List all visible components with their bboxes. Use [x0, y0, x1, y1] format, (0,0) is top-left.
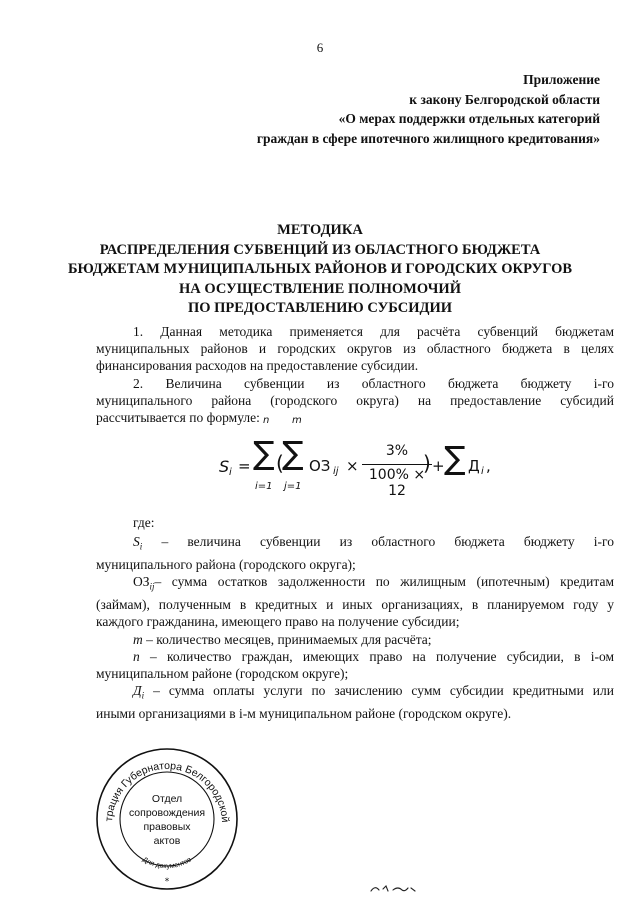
clause-line: муниципального района (городского округа) на предоставление субсидий: [96, 393, 614, 409]
page-number: 6: [316, 40, 324, 55]
m-symbol: m: [133, 631, 143, 647]
s-sub: i: [139, 541, 143, 552]
appendix-line: к закону Белгородской области: [409, 91, 600, 107]
inner-sum-symbol: ∑: [282, 434, 304, 472]
legend-line: [96, 631, 614, 648]
formula-d-var: Д: [468, 457, 480, 475]
s-symbol: S: [133, 534, 140, 550]
official-stamp: [92, 744, 242, 894]
legend-line: [96, 533, 614, 556]
legend-line: [96, 682, 614, 705]
inner-sum-lower: j=1: [284, 481, 302, 492]
outer-sum-lower: i=1: [255, 481, 273, 492]
oz-symbol: ОЗ: [133, 574, 150, 590]
formula-d-sub: i: [481, 466, 484, 477]
appendix-header: [257, 70, 600, 148]
legend-line: [96, 648, 614, 665]
title-line: МЕТОДИКА: [277, 222, 363, 238]
stamp-line: актов: [153, 835, 181, 847]
formula-plus: +: [432, 457, 445, 475]
initials-graphic: [369, 880, 419, 896]
clause-line: муниципальных районов и городских округов из областного бюджета в целях: [96, 341, 614, 357]
clause-line: рассчитывается по формуле:: [96, 410, 260, 426]
n-symbol: n: [133, 648, 140, 664]
stamp-star: *: [164, 877, 170, 887]
stamp-ring-text: трация Губернатора Белгородской: [103, 759, 232, 823]
fraction-bar: [362, 464, 432, 465]
close-paren: ): [423, 451, 431, 475]
inner-sum-upper: m: [292, 415, 302, 426]
formula-var-sub: ij: [333, 466, 339, 477]
oz-sub: ij: [149, 581, 155, 592]
title-line: БЮДЖЕТАМ МУНИЦИПАЛЬНЫХ РАЙОНОВ И ГОРОДСКИХ ОКРУГОВ: [67, 261, 573, 277]
d-sub: i: [141, 690, 145, 701]
title-line: ПО ПРЕДОСТАВЛЕНИЮ СУБСИДИИ: [187, 300, 453, 316]
s-desc: – величина субвенции из областного бюджета бюджету i-го: [142, 534, 614, 550]
m-desc: – количество месяцев, принимаемых для расчёта;: [142, 631, 432, 647]
outer-sum-upper: n: [263, 415, 270, 426]
clause-line: финансирования расходов на предоставление субсидии.: [96, 358, 419, 374]
open-paren: (: [276, 451, 284, 475]
oz-desc: – сумма остатков задолженности по жилищным (ипотечным) кредитам: [154, 574, 614, 590]
appendix-line: граждан в сфере ипотечного жилищного кредитования»: [256, 130, 600, 146]
n-desc: – количество граждан, имеющих право на получение субсидии, в i-ом: [139, 648, 614, 664]
formula-lhs: S: [219, 457, 230, 476]
stamp-inner-ring: [120, 772, 214, 866]
handwritten-initials: [369, 880, 419, 901]
legend-line: муниципальном районе (городском округе);: [96, 666, 349, 681]
legend-line: каждого гражданина, имеющего право на получение субсидии;: [96, 614, 460, 630]
clause-line: 1. Данная методика применяется для расчёта субвенций бюджетам: [133, 324, 614, 339]
legend-line: муниципального района (городского округа);: [96, 557, 356, 573]
formula-var: ОЗ: [309, 457, 331, 475]
clause-line: 2. Величина субвенции из областного бюджета бюджету i-го: [133, 376, 614, 391]
stamp-graphic: [92, 744, 242, 894]
where-label: где:: [133, 515, 155, 530]
d-sum-symbol: ∑: [444, 439, 466, 477]
title-line: НА ОСУЩЕСТВЛЕНИЕ ПОЛНОМОЧИЙ: [179, 280, 461, 297]
d-symbol: Д: [133, 683, 142, 699]
stamp-line: сопровождения: [128, 807, 206, 819]
variables-legend: [96, 514, 614, 722]
subvention-formula: [0, 415, 640, 505]
formula-comma: ,: [486, 457, 491, 475]
title-line: РАСПРЕДЕЛЕНИЯ СУБВЕНЦИЙ ИЗ ОБЛАСТНОГО БЮДЖЕТА: [99, 241, 541, 258]
outer-sum-symbol: ∑: [253, 434, 275, 472]
stamp-line: правовых: [143, 821, 191, 833]
stamp-line: Отдел: [151, 793, 183, 805]
legend-line: иными организациями в i-м муниципальном районе (городском округе).: [96, 706, 512, 722]
legend-line: (займам), полученным в кредитных и иных организациях, в планируемом году у: [96, 597, 614, 613]
d-desc: – сумма оплаты услуги по зачислению сумм субсидии кредитными или: [144, 683, 614, 699]
appendix-line: Приложение: [523, 72, 600, 87]
formula-times: ×: [346, 457, 359, 475]
stamp-bottom-text: Для документов: [141, 856, 193, 871]
appendix-line: «О мерах поддержки отдельных категорий: [338, 111, 600, 127]
document-title: [60, 221, 580, 319]
fraction-numerator: 3%: [385, 443, 409, 459]
formula-equals: =: [238, 457, 251, 475]
legend-line: [96, 573, 614, 596]
fraction-denominator: 100% × 12: [368, 467, 426, 499]
clause-1: [96, 323, 614, 375]
formula-lhs-sub: i: [229, 467, 232, 478]
